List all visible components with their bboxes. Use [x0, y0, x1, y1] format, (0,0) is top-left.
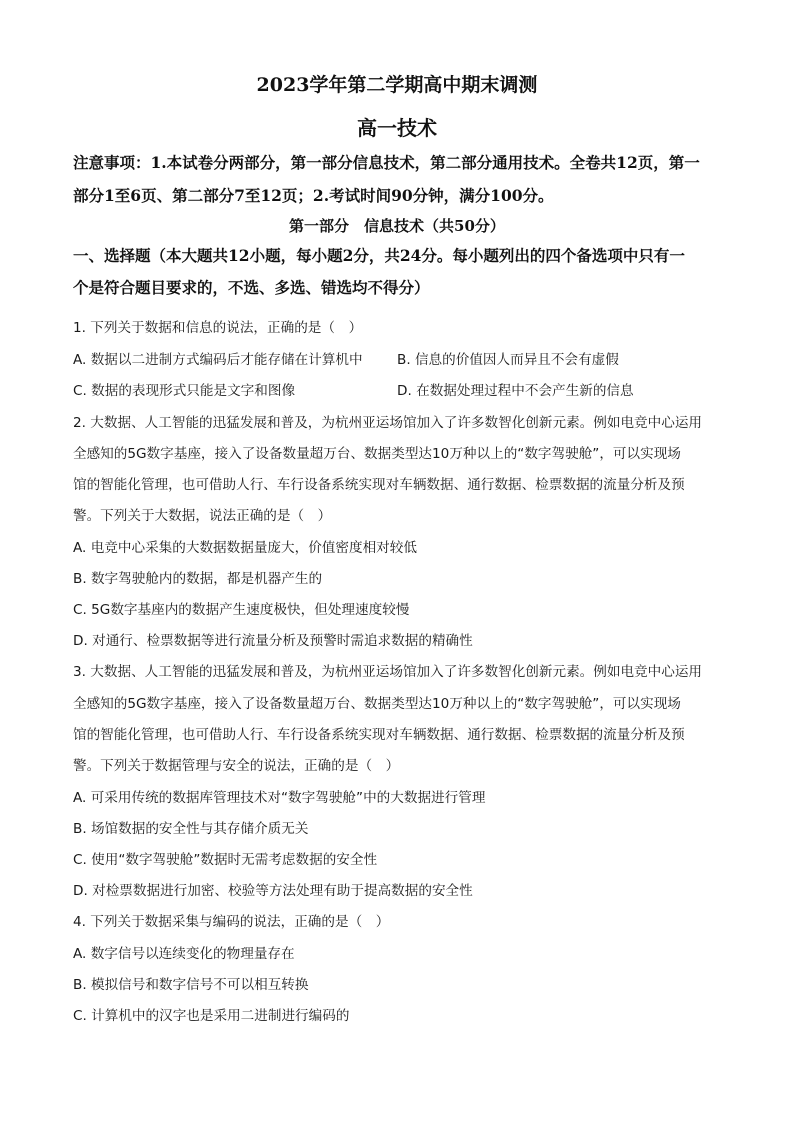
question-2-option-c: C. 5G数字基座内的数据产生速度极快，但处理速度较慢 [73, 602, 410, 618]
question-3-stem-line-3: 馆的智能化管理，也可借助人行、车行设备系统实现对车辆数据、通行数据、检票数据的流量分析及预 [73, 727, 685, 743]
question-2-stem-line-3: 馆的智能化管理，也可借助人行、车行设备系统实现对车辆数据、通行数据、检票数据的流量分析及预 [73, 477, 685, 493]
notice-line-2: 部分1至6页、第二部分7至12页；2.考试时间90分钟，满分100分。 [73, 186, 554, 205]
question-3-option-b: B. 场馆数据的安全性与其存储介质无关 [73, 821, 309, 837]
question-3-option-d: D. 对检票数据进行加密、校验等方法处理有助于提高数据的安全性 [73, 883, 473, 899]
question-3-option-a: A. 可采用传统的数据库管理技术对“数字驾驶舱”中的大数据进行管理 [73, 790, 486, 806]
question-4-option-c: C. 计算机中的汉字也是采用二进制进行编码的 [73, 1008, 350, 1024]
question-3-option-c: C. 使用“数字驾驶舱”数据时无需考虑数据的安全性 [73, 852, 378, 868]
question-2-stem-line-1: 2. 大数据、人工智能的迅猛发展和普及，为杭州亚运场馆加入了许多数智化创新元素。例如电竞中心运用 [73, 415, 703, 431]
question-4-option-b: B. 模拟信号和数字信号不可以相互转换 [73, 977, 309, 993]
exam-title: 2023学年第二学期高中期末调测 [256, 74, 538, 96]
question-2-stem-line-4: 警。下列关于大数据，说法正确的是（ ） [73, 508, 332, 524]
exam-subject: 高一技术 [357, 116, 437, 140]
question-3-stem-line-1: 3. 大数据、人工智能的迅猛发展和普及，为杭州亚运场馆加入了许多数智化创新元素。例如电竞中心运用 [73, 664, 703, 680]
question-1-option-b: B. 信息的价值因人而异且不会有虚假 [397, 352, 619, 368]
question-1-option-d: D. 在数据处理过程中不会产生新的信息 [397, 383, 634, 399]
section-instruction-1: 一、选择题（本大题共12小题，每小题2分，共24分。每小题列出的四个备选项中只有一 [73, 246, 685, 265]
section-title: 第一部分 信息技术（共50分） [289, 217, 505, 235]
notice-line-1: 注意事项：1.本试卷分两部分，第一部分信息技术，第二部分通用技术。全卷共12页，第一 [73, 153, 700, 172]
question-1-option-c: C. 数据的表现形式只能是文字和图像 [73, 383, 296, 399]
question-4-stem: 4. 下列关于数据采集与编码的说法，正确的是（ ） [73, 914, 390, 930]
question-4-option-a: A. 数字信号以连续变化的物理量存在 [73, 946, 295, 962]
question-1-option-a: A. 数据以二进制方式编码后才能存储在计算机中 [73, 352, 363, 368]
question-1-stem: 1. 下列关于数据和信息的说法，正确的是（ ） [73, 320, 363, 336]
question-2-option-d: D. 对通行、检票数据等进行流量分析及预警时需追求数据的精确性 [73, 633, 473, 649]
question-3-stem-line-2: 全感知的5G数字基座，接入了设备数量超万台、数据类型达10万种以上的“数字驾驶舱”，可以实现场 [73, 696, 681, 712]
section-instruction-2: 个是符合题目要求的，不选、多选、错选均不得分） [73, 278, 430, 297]
question-2-option-b: B. 数字驾驶舱内的数据，都是机器产生的 [73, 571, 323, 587]
question-3-stem-line-4: 警。下列关于数据管理与安全的说法，正确的是（ ） [73, 758, 400, 774]
question-2-option-a: A. 电竞中心采集的大数据数据量庞大，价值密度相对较低 [73, 540, 417, 556]
question-2-stem-line-2: 全感知的5G数字基座，接入了设备数量超万台、数据类型达10万种以上的“数字驾驶舱”，可以实现场 [73, 446, 681, 462]
